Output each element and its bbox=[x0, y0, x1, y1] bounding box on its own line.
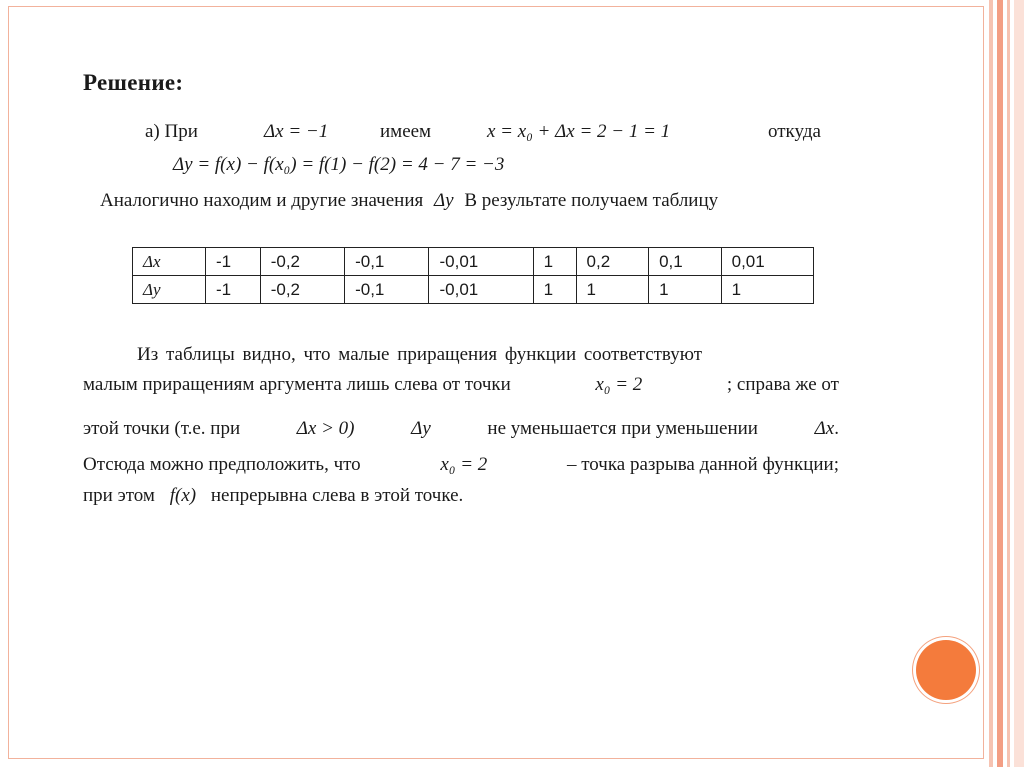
table-cell: -0,1 bbox=[345, 248, 429, 276]
analog-text bbox=[100, 190, 718, 212]
table-cell: -1 bbox=[206, 248, 261, 276]
decor-stripe bbox=[997, 0, 1003, 767]
table-cell: -0,1 bbox=[345, 276, 429, 304]
para-line-1 bbox=[83, 344, 839, 366]
table-row-head: Δx bbox=[133, 248, 206, 276]
table-cell: 1 bbox=[533, 276, 576, 304]
table-cell: 1 bbox=[649, 276, 722, 304]
para-line-5 bbox=[83, 485, 463, 507]
para-line-3 bbox=[83, 418, 839, 440]
analog-dy: Δy bbox=[433, 190, 454, 211]
analog-before: Аналогично находим и другие значения bbox=[100, 190, 424, 211]
para-line-2-a: малым приращениям аргумента лишь слева от точки bbox=[83, 374, 511, 395]
increments-table bbox=[132, 247, 814, 304]
decor-stripe bbox=[989, 0, 993, 767]
analog-after: В результате получаем таблицу bbox=[464, 190, 719, 211]
table-cell: 1 bbox=[576, 276, 649, 304]
para-line-3-a: этой точки (т.е. при bbox=[83, 418, 241, 439]
para-line-4 bbox=[83, 454, 839, 476]
para-line-3-b: не уменьшается при уменьшении bbox=[487, 418, 758, 439]
decor-circle bbox=[916, 640, 976, 700]
para-line-5-math: f(x) bbox=[169, 485, 197, 506]
part-a-have: имеем bbox=[380, 121, 432, 142]
table-cell: -1 bbox=[206, 276, 261, 304]
table-cell: 0,01 bbox=[721, 248, 813, 276]
table-cell: 0,1 bbox=[649, 248, 722, 276]
table-cell: -0,2 bbox=[260, 248, 344, 276]
para-line-4-b: – точка разрыва данной функции; bbox=[567, 454, 839, 475]
para-line-2-math: x₀ = 2 bbox=[595, 374, 643, 395]
table-cell: 1 bbox=[721, 276, 813, 304]
table-cell: -0,01 bbox=[429, 276, 533, 304]
para-line-2 bbox=[83, 374, 839, 396]
table-cell: -0,01 bbox=[429, 248, 533, 276]
part-a-expression: x = x₀ + Δx = 2 − 1 = 1 bbox=[487, 121, 671, 142]
table-cell: -0,2 bbox=[260, 276, 344, 304]
para-line-3-math-1: Δx > 0) bbox=[296, 418, 355, 439]
para-line-4-math: x₀ = 2 bbox=[440, 454, 488, 475]
para-line-1-text: Из таблицы видно, что малые приращения функции соответствуют bbox=[137, 344, 702, 365]
table-cell: 0,2 bbox=[576, 248, 649, 276]
part-a-label: а) При bbox=[145, 121, 198, 142]
table-cell: 1 bbox=[533, 248, 576, 276]
para-line-5-b: непрерывна слева в этой точке. bbox=[210, 485, 464, 506]
para-line-5-a: при этом bbox=[83, 485, 155, 506]
para-line-2-b: ; справа же от bbox=[726, 374, 839, 395]
decor-stripe bbox=[1014, 0, 1024, 767]
para-line-3-c: . bbox=[834, 418, 839, 439]
table-row bbox=[133, 248, 814, 276]
para-line-3-math-3: Δx bbox=[814, 418, 835, 439]
table-row-head: Δy bbox=[133, 276, 206, 304]
para-line-4-a: Отсюда можно предположить, что bbox=[83, 454, 361, 475]
para-line-3-math-2: Δy bbox=[411, 418, 431, 439]
part-a-whence: откуда bbox=[768, 121, 821, 142]
part-a-dy-expression: Δy = f(x) − f(x₀) = f(1) − f(2) = 4 − 7 = −3 bbox=[173, 154, 505, 175]
heading: Решение: bbox=[83, 70, 184, 95]
part-a-condition: Δx = −1 bbox=[264, 121, 329, 142]
decor-stripe bbox=[1007, 0, 1010, 767]
table-row bbox=[133, 276, 814, 304]
